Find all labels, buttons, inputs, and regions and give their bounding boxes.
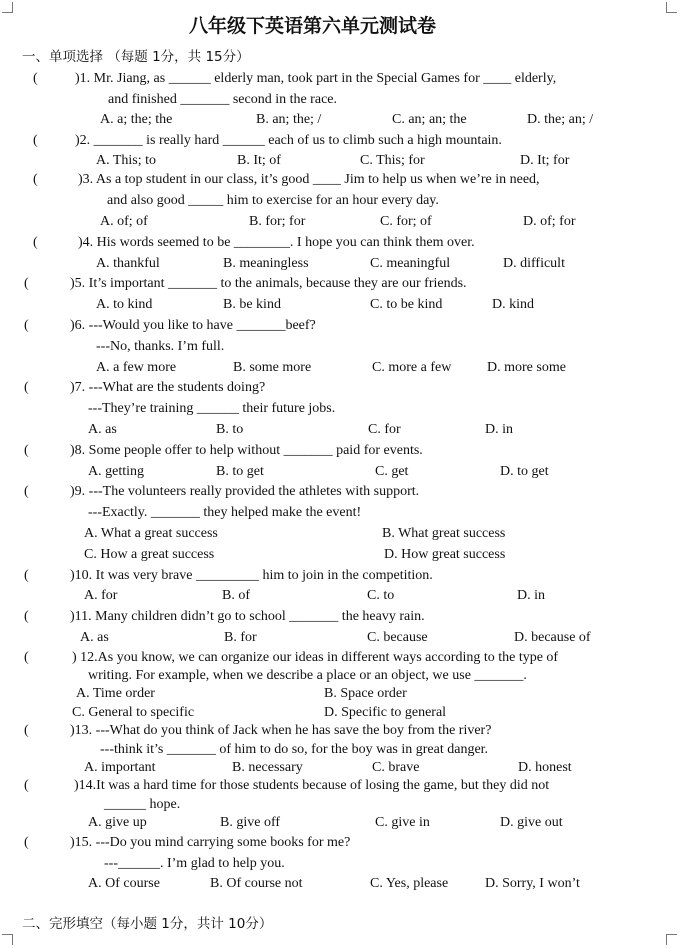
option-a: A. a; the; the	[100, 112, 173, 127]
question-stem-line: )6. ---Would you like to have _______beef?	[70, 318, 316, 333]
option-d: D. honest	[518, 760, 572, 775]
option-b: B. to	[216, 422, 244, 437]
option-b: B. for	[224, 630, 257, 645]
option-c: C. Yes, please	[370, 876, 449, 891]
answer-paren: (	[24, 723, 29, 738]
section-heading-cloze: 二、完形填空（每小题 1分，共计 10分）	[22, 916, 273, 932]
option-d: D. to get	[500, 464, 549, 479]
crop-mark-bottom-left	[2, 934, 13, 945]
question-stem-line: )4. His words seemed to be ________. I hope you can think them over.	[78, 235, 475, 250]
option-b: B. be kind	[223, 297, 281, 312]
option-c: C. give in	[375, 815, 430, 830]
crop-mark-top-right	[666, 2, 677, 13]
option-b: B. some more	[233, 360, 312, 375]
answer-paren: (	[24, 568, 29, 583]
question-stem-line: )11. Many children didn’t go to school _______ the heavy rain.	[70, 609, 425, 624]
question-stem-line: ---Exactly. _______ they helped make the event!	[88, 505, 362, 520]
crop-mark-bottom-right	[666, 934, 677, 945]
answer-paren: (	[24, 276, 29, 291]
option-b: B. It; of	[237, 153, 281, 168]
option-a: A. Time order	[76, 686, 155, 701]
option-d: D. How great success	[384, 547, 506, 562]
answer-paren: (	[33, 172, 38, 187]
question-stem-line: ______ hope.	[104, 797, 181, 812]
question-stem-line: and finished _______ second in the race.	[108, 92, 337, 107]
question-stem-line: )8. Some people offer to help without _______ paid for events.	[70, 443, 423, 458]
option-c: C. for	[368, 422, 401, 437]
option-a: A. as	[80, 630, 109, 645]
option-c: C. an; an; the	[392, 112, 467, 127]
option-c: C. How a great success	[84, 547, 215, 562]
option-d: D. in	[517, 588, 545, 603]
option-b: B. meaningless	[223, 256, 309, 271]
option-c: C. to be kind	[370, 297, 443, 312]
option-c: C. brave	[372, 760, 420, 775]
option-d: D. in	[485, 422, 513, 437]
option-d: D. Specific to general	[324, 705, 447, 720]
option-c: C. meaningful	[370, 256, 451, 271]
option-d: D. difficult	[503, 256, 565, 271]
question-stem-line: )10. It was very brave _________ him to join in the competition.	[70, 568, 433, 583]
option-d: D. because of	[514, 630, 591, 645]
option-d: D. the; an; /	[527, 112, 594, 127]
answer-paren: (	[24, 318, 29, 333]
question-stem-line: )14.It was a hard time for those students because of losing the game, but they did not	[74, 778, 550, 793]
option-a: A. This; to	[96, 153, 157, 168]
question-stem-line: )13. ---What do you think of Jack when he has save the boy from the river?	[70, 723, 492, 738]
option-b: B. an; the; /	[256, 112, 322, 127]
section-heading-single-choice: 一、单项选择 （每题 1分，共 15分）	[22, 49, 250, 65]
option-c: C. General to specific	[72, 705, 195, 720]
answer-paren: (	[24, 443, 29, 458]
option-d: D. kind	[492, 297, 534, 312]
answer-paren: (	[24, 484, 29, 499]
option-b: B. What great success	[382, 526, 506, 541]
answer-paren: (	[24, 778, 29, 793]
option-a: A. to kind	[96, 297, 153, 312]
option-c: C. more a few	[372, 360, 452, 375]
option-b: B. to get	[216, 464, 264, 479]
question-stem-line: )7. ---What are the students doing?	[70, 380, 266, 395]
option-c: C. because	[367, 630, 428, 645]
option-d: D. give out	[500, 815, 563, 830]
question-stem-line: writing. For example, when we describe a place or an object, we use _______.	[88, 668, 527, 683]
question-stem-line: )9. ---The volunteers really provided the athletes with support.	[70, 484, 420, 499]
option-a: A. as	[88, 422, 117, 437]
answer-paren: (	[24, 835, 29, 850]
question-stem-line: ---They’re training ______ their future jobs.	[88, 401, 336, 416]
question-stem-line: )3. As a top student in our class, it’s good ____ Jim to help us when we’re in need,	[78, 172, 540, 187]
option-b: B. necessary	[232, 760, 303, 775]
option-b: B. Space order	[324, 686, 407, 701]
answer-paren: (	[33, 133, 38, 148]
question-stem-line: )15. ---Do you mind carrying some books for me?	[70, 835, 351, 850]
option-a: A. Of course	[88, 876, 160, 891]
option-b: B. give off	[220, 815, 281, 830]
option-c: C. get	[375, 464, 409, 479]
answer-paren: (	[24, 609, 29, 624]
page-title: 八年级下英语第六单元测试卷	[189, 15, 437, 37]
option-a: A. What a great success	[84, 526, 218, 541]
question-stem-line: ---______. I’m glad to help you.	[104, 856, 285, 871]
answer-paren: (	[33, 235, 38, 250]
question-stem-line: and also good _____ him to exercise for an hour every day.	[107, 193, 439, 208]
option-b: B. of	[222, 588, 250, 603]
option-c: C. for; of	[380, 214, 432, 229]
option-b: B. Of course not	[210, 876, 303, 891]
question-stem-line: ---No, thanks. I’m full.	[96, 339, 225, 354]
option-c: C. to	[367, 588, 395, 603]
option-c: C. This; for	[360, 153, 425, 168]
question-stem-line: )2. _______ is really hard ______ each of us to climb such a high mountain.	[75, 133, 502, 148]
option-d: D. It; for	[520, 153, 570, 168]
option-a: A. give up	[88, 815, 147, 830]
option-b: B. for; for	[249, 214, 306, 229]
option-d: D. Sorry, I won’t	[485, 876, 580, 891]
question-stem-line: )1. Mr. Jiang, as ______ elderly man, took part in the Special Games for ____ elderly,	[75, 71, 557, 86]
option-a: A. a few more	[96, 360, 177, 375]
option-d: D. of; for	[523, 214, 576, 229]
question-stem-line: ) 12.As you know, we can organize our ideas in different ways according to the type of	[72, 650, 559, 665]
option-a: A. for	[84, 588, 118, 603]
answer-paren: (	[24, 380, 29, 395]
option-a: A. of; of	[100, 214, 148, 229]
option-a: A. important	[84, 760, 156, 775]
answer-paren: (	[24, 650, 29, 665]
option-a: A. thankful	[96, 256, 160, 271]
crop-mark-top-left	[2, 2, 13, 13]
answer-paren: (	[33, 71, 38, 86]
question-stem-line: )5. It’s important _______ to the animals, because they are our friends.	[70, 276, 467, 291]
question-stem-line: ---think it’s _______ of him to do so, for the boy was in great danger.	[100, 742, 489, 757]
option-a: A. getting	[88, 464, 144, 479]
option-d: D. more some	[487, 360, 566, 375]
